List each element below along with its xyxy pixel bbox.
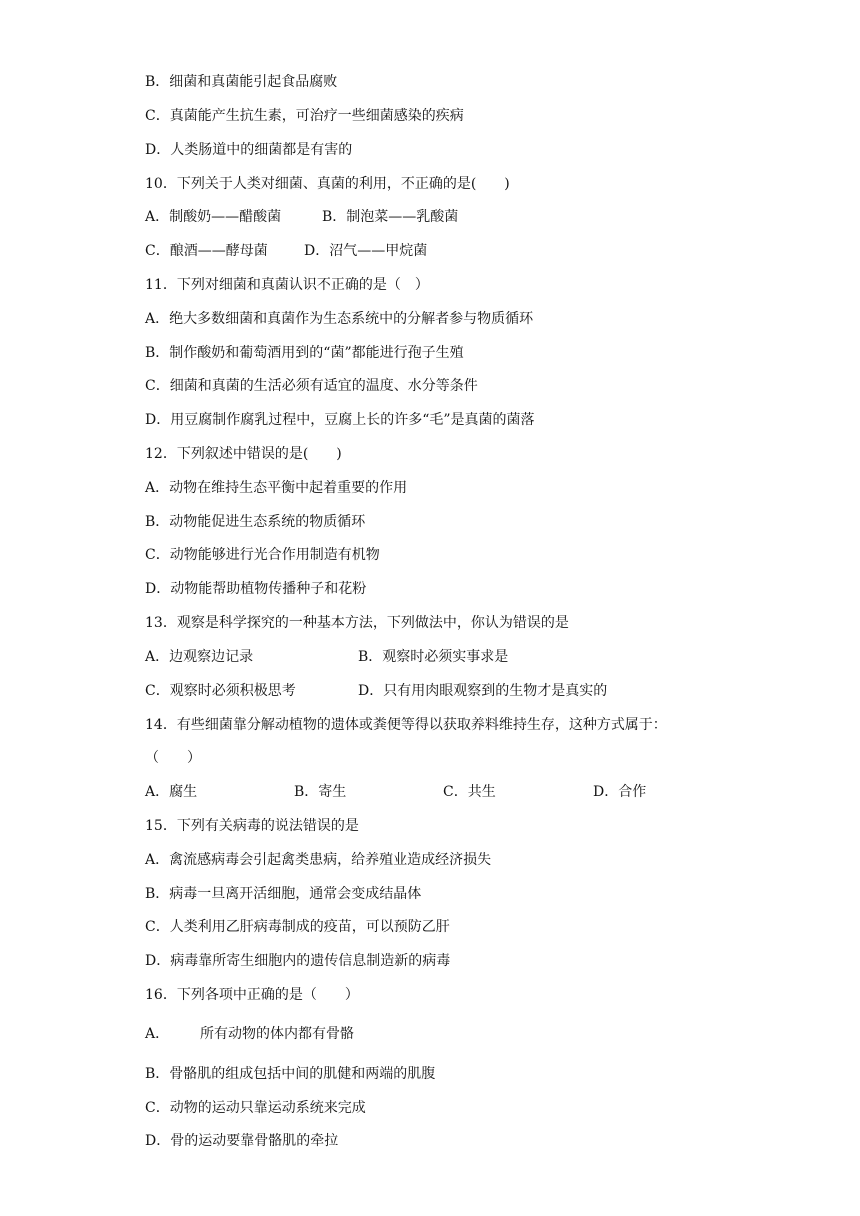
q15-option-c: C．人类利用乙肝病毒制成的疫苗，可以预防乙肝 xyxy=(145,919,450,935)
q14-option-c: C．共生 xyxy=(443,784,496,800)
q15-option-d: D．病毒靠所寄生细胞内的遗传信息制造新的病毒 xyxy=(145,953,451,969)
q12-stem: 12．下列叙述中错误的是( ) xyxy=(145,446,342,462)
q11-option-d: D．用豆腐制作腐乳过程中，豆腐上长的许多“毛”是真菌的菌落 xyxy=(145,412,535,428)
q10-option-a: A．制酸奶——醋酸菌 xyxy=(145,209,282,225)
q11-option-b: B．制作酸奶和葡萄酒用到的“菌”都能进行孢子生殖 xyxy=(145,345,464,361)
q16-option-a-text: 所有动物的体内都有骨骼 xyxy=(200,1026,354,1042)
q16-option-b: B．骨骼肌的组成包括中间的肌健和两端的肌腹 xyxy=(145,1066,436,1082)
q11-option-c: C．细菌和真菌的生活必须有适宜的温度、水分等条件 xyxy=(145,378,478,394)
q13-option-c: C．观察时必须积极思考 xyxy=(145,683,296,699)
q13-option-a: A．边观察边记录 xyxy=(145,649,254,665)
q16-option-a-letter: A． xyxy=(145,1026,170,1042)
q12-option-d: D．动物能帮助植物传播种子和花粉 xyxy=(145,581,367,597)
q12-option-b: B．动物能促进生态系统的物质循环 xyxy=(145,514,366,530)
q10-option-d: D．沼气——甲烷菌 xyxy=(304,243,428,259)
q9-option-b: B．细菌和真菌能引起食品腐败 xyxy=(145,74,338,90)
q10-option-c: C．酿酒——酵母菌 xyxy=(145,243,268,259)
q15-stem: 15．下列有关病毒的说法错误的是 xyxy=(145,818,359,834)
q13-stem: 13．观察是科学探究的一种基本方法，下列做法中，你认为错误的是 xyxy=(145,615,569,631)
q14-stem: 14．有些细菌靠分解动植物的遗体或粪便等得以获取养料维持生存，这种方式属于： xyxy=(145,717,667,733)
q15-option-a: A．禽流感病毒会引起禽类患病，给养殖业造成经济损失 xyxy=(145,852,492,868)
q14-option-a: A．腐生 xyxy=(145,784,198,800)
q16-stem: 16．下列各项中正确的是（ ） xyxy=(145,987,359,1003)
q14-option-d: D．合作 xyxy=(593,784,647,800)
q12-option-c: C．动物能够进行光合作用制造有机物 xyxy=(145,547,380,563)
q16-option-c: C．动物的运动只靠运动系统来完成 xyxy=(145,1100,366,1116)
q10-stem: 10．下列关于人类对细菌、真菌的利用，不正确的是( ) xyxy=(145,176,510,192)
q11-option-a: A．绝大多数细菌和真菌作为生态系统中的分解者参与物质循环 xyxy=(145,311,534,327)
q16-option-d: D．骨的运动要靠骨骼肌的牵拉 xyxy=(145,1133,339,1149)
q11-stem: 11．下列对细菌和真菌认识不正确的是（ ） xyxy=(145,277,429,293)
q15-option-b: B．病毒一旦离开活细胞，通常会变成结晶体 xyxy=(145,886,422,902)
q14-option-b: B．寄生 xyxy=(294,784,347,800)
q14-answer-paren: （ ） xyxy=(145,750,201,766)
q12-option-a: A．动物在维持生态平衡中起着重要的作用 xyxy=(145,480,408,496)
q13-option-d: D．只有用肉眼观察到的生物才是真实的 xyxy=(358,683,608,699)
q10-option-b: B．制泡菜——乳酸菌 xyxy=(322,209,459,225)
q9-option-d: D．人类肠道中的细菌都是有害的 xyxy=(145,142,353,158)
q13-option-b: B．观察时必须实事求是 xyxy=(358,649,509,665)
q9-option-c: C．真菌能产生抗生素，可治疗一些细菌感染的疾病 xyxy=(145,108,464,124)
